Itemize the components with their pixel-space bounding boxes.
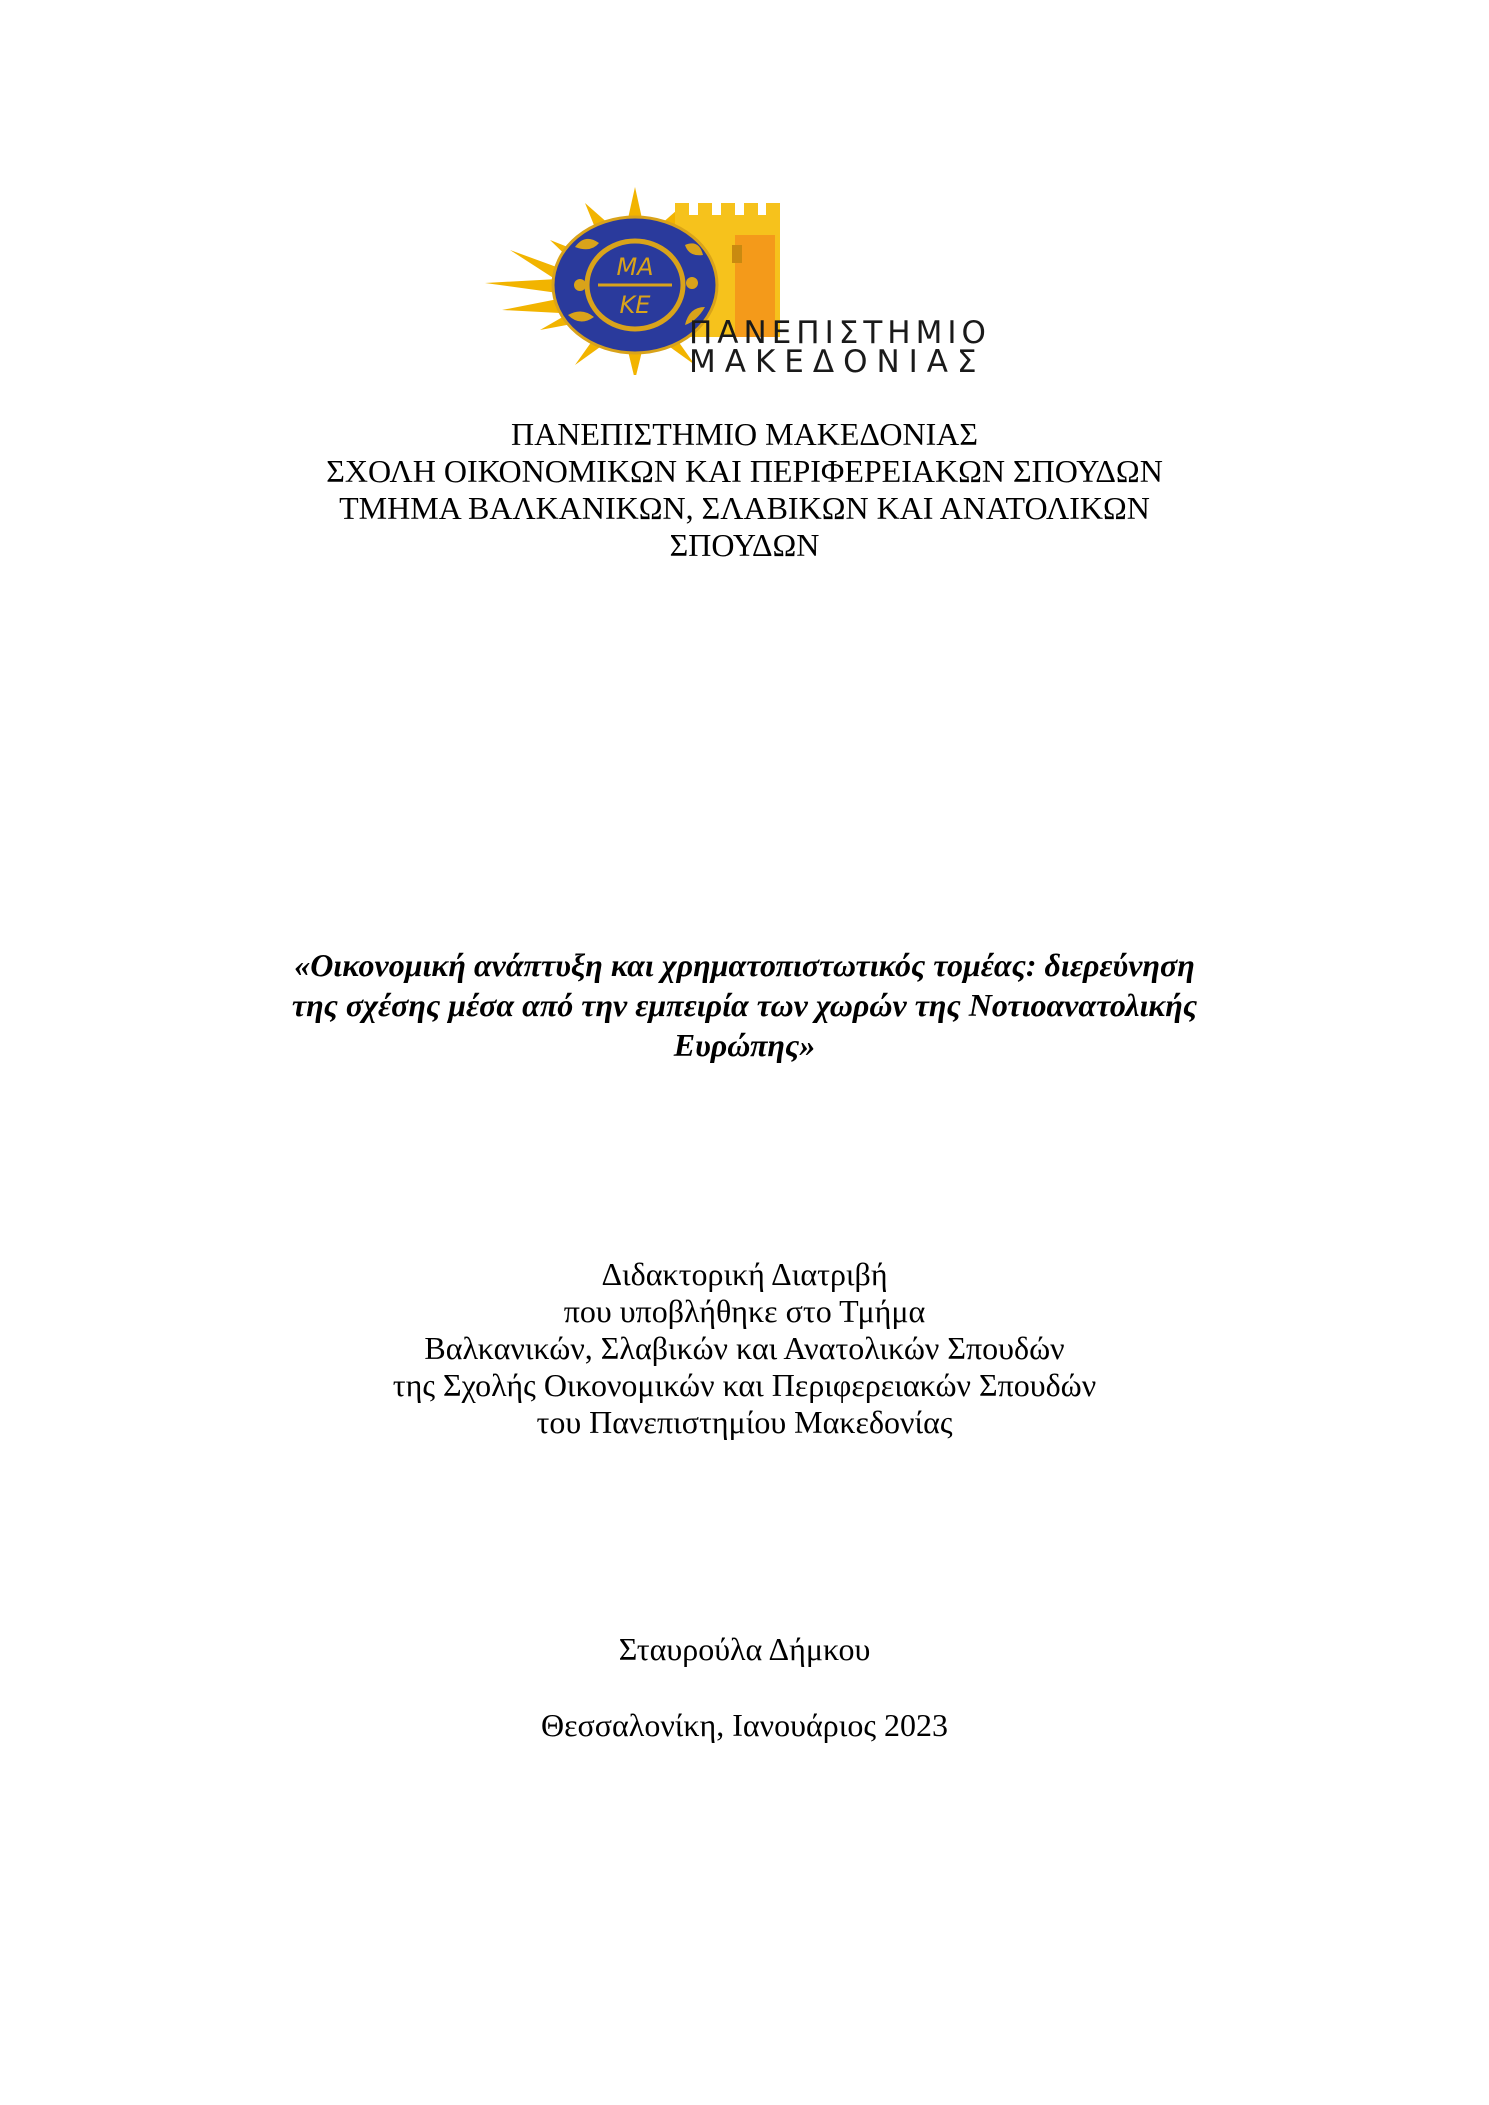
author-name: Σταυρούλα Δήμκου xyxy=(618,1631,871,1667)
seal-text-top: ΜΑ xyxy=(616,253,654,281)
title-line: της σχέσης μέσα από την εμπειρία των χωρών της Νοτιοανατολικής xyxy=(291,987,1198,1023)
department-name-cont: ΣΠΟΥΔΩΝ xyxy=(669,527,820,563)
thesis-description-line: Βαλκανικών, Σλαβικών και Ανατολικών Σπουδών xyxy=(424,1330,1065,1366)
title-line: «Οικονομική ανάπτυξη και χρηματοπιστωτικός τομέας: διερεύνηση xyxy=(294,947,1195,983)
university-logo xyxy=(480,175,1020,380)
institution-header xyxy=(0,416,1489,564)
seal-text-bottom: ΚΕ xyxy=(619,291,651,319)
thesis-title xyxy=(0,945,1489,1065)
title-line: Ευρώπης» xyxy=(673,1027,816,1063)
school-name: ΣΧΟΛΗ ΟΙΚΟΝΟΜΙΚΩΝ ΚΑΙ ΠΕΡΙΦΕΡΕΙΑΚΩΝ ΣΠΟΥΔΩΝ xyxy=(326,453,1163,489)
logo-wordmark-line2: ΜΑΚΕΔΟΝΙΑΣ xyxy=(689,344,986,380)
place-and-date: Θεσσαλονίκη, Ιανουάριος 2023 xyxy=(540,1707,948,1743)
thesis-description-line: του Πανεπιστημίου Μακεδονίας xyxy=(536,1404,953,1440)
thesis-description-line: που υποβλήθηκε στο Τμήμα xyxy=(563,1293,926,1329)
thesis-description xyxy=(0,1256,1489,1441)
thesis-description-line: της Σχολής Οικονομικών και Περιφερειακών Σπουδών xyxy=(392,1367,1097,1403)
logo-wordmark-line1: ΠΑΝΕΠΙΣΤΗΜΙΟ xyxy=(689,315,991,351)
university-name: ΠΑΝΕΠΙΣΤΗΜΙΟ ΜΑΚΕΔΟΝΙΑΣ xyxy=(511,416,978,452)
thesis-type: Διδακτορική Διατριβή xyxy=(601,1256,888,1292)
department-name: ΤΜΗΜΑ ΒΑΛΚΑΝΙΚΩΝ, ΣΛΑΒΙΚΩΝ ΚΑΙ ΑΝΑΤΟΛΙΚΩΝ xyxy=(339,490,1150,526)
